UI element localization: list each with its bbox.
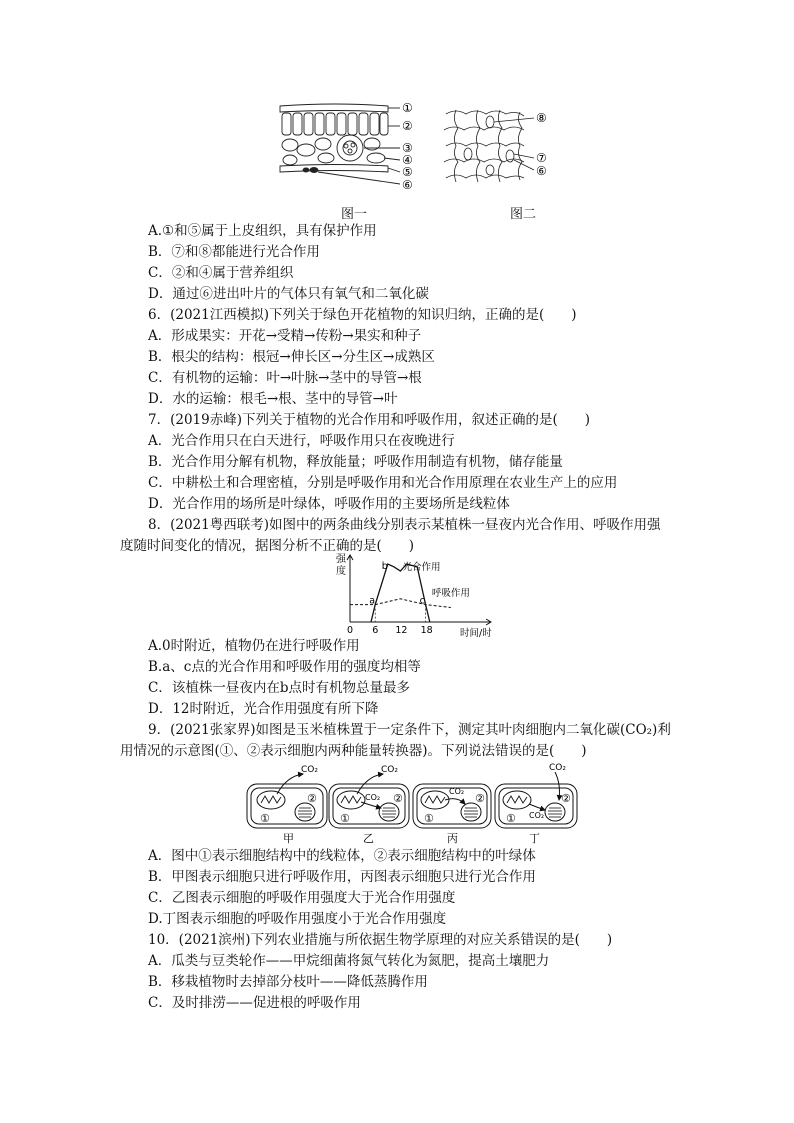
- epi-label-7: ⑦: [536, 151, 547, 165]
- point-label-a: a: [369, 595, 376, 607]
- q7-stem: 7．(2019赤峰)下列关于植物的光合作用和呼吸作用，叙述正确的是( ): [148, 412, 591, 428]
- leaf-epidermis-figure: [440, 104, 552, 190]
- q8-option-d: D．12时附近，光合作用强度有所下降: [148, 701, 379, 717]
- q8-option-b: B.a、c点的光合作用和呼吸作用的强度均相等: [148, 659, 421, 675]
- leaf-label-5: ⑤: [402, 165, 413, 179]
- panel3-co2: CO₂: [449, 787, 465, 796]
- epi-label-8: ⑧: [536, 111, 547, 125]
- leaf-cross-section-figure: [276, 100, 416, 192]
- chart-ylabel-part: 强: [336, 554, 346, 565]
- chart-ylabel-part-2: 度: [336, 566, 346, 577]
- q10-option-a: A．瓜类与豆类轮作——甲烷细菌将氮气转化为氮肥，提高土壤肥力: [148, 953, 550, 969]
- q9-option-c: C．乙图表示细胞的呼吸作用强度大于光合作用强度: [148, 890, 456, 906]
- panel4-n1: ①: [506, 812, 516, 825]
- q8-stem-line-2: 度随时间变化的情况，据图分析不正确的是( ): [120, 538, 415, 554]
- photosynthesis-respiration-chart: [330, 552, 500, 640]
- leaf-label-6: ⑥: [402, 178, 413, 192]
- q7-option-c: C．中耕松土和合理密植，分别是呼吸作用和光合作用原理在农业生产上的应用: [148, 475, 618, 491]
- q6-option-a: A．形成果实：开花→受精→传粉→果实和种子: [148, 328, 422, 344]
- leaf-label-3: ③: [402, 141, 413, 155]
- panel-label-yi: 乙: [363, 832, 374, 844]
- q5-option-b: B．⑦和⑧都能进行光合作用: [148, 244, 320, 260]
- x-tick-label: 18: [420, 625, 433, 636]
- chart-xlabel: 时间/时: [460, 628, 492, 639]
- panel2-co2-top: CO₂: [381, 765, 398, 775]
- leaf-label-1: ①: [402, 101, 413, 115]
- q9-stem-line-1: 9．(2021张家界)如图是玉米植株置于一定条件下，测定其叶肉细胞内二氧化碳(CO₂)利: [148, 722, 671, 738]
- x-tick-label: 0: [347, 625, 354, 636]
- panel-label-ding: 丁: [529, 832, 540, 844]
- point-label-b: b: [381, 560, 388, 572]
- x-tick-label: 12: [395, 625, 408, 636]
- panel2-co2-mid: CO₂: [365, 793, 381, 802]
- q6-option-d: D．水的运输：根毛→根、茎中的导管→叶: [148, 391, 398, 407]
- panel4-n2: ②: [561, 792, 571, 805]
- panel1-n2: ②: [307, 792, 317, 805]
- panel3-n1: ①: [424, 812, 434, 825]
- q10-option-b: B．移栽植物时去掉部分枝叶——降低蒸腾作用: [148, 974, 428, 990]
- series-label-photosynthesis: 光合作用: [402, 561, 441, 573]
- cell-co2-diagram: [243, 760, 583, 844]
- panel4-co2-mid: CO₂: [529, 811, 545, 820]
- q9-option-d: D.丁图表示细胞的呼吸作用强度小于光合作用强度: [148, 911, 447, 927]
- q6-option-b: B．根尖的结构：根冠→伸长区→分生区→成熟区: [148, 349, 435, 365]
- q10-stem: 10．(2021滨州)下列农业措施与所依据生物学原理的对应关系错误的是( ): [148, 932, 613, 948]
- panel2-n2: ②: [393, 792, 403, 805]
- q7-option-a: A．光合作用只在白天进行，呼吸作用只在夜晚进行: [148, 433, 455, 449]
- panel2-n1: ①: [340, 812, 350, 825]
- series-label-respiration: 呼吸作用: [431, 587, 470, 599]
- epi-label-6: ⑥: [536, 164, 547, 178]
- q5-option-a: A.①和⑤属于上皮组织，具有保护作用: [148, 223, 377, 239]
- leaf-label-4: ④: [402, 153, 413, 167]
- q8-option-c: C．该植株一昼夜内在b点时有机物总量最多: [148, 680, 410, 696]
- figure-1-caption: 图一: [341, 207, 368, 222]
- panel-label-jia: 甲: [283, 832, 294, 844]
- q6-stem: 6．(2021江西模拟)下列关于绿色开花植物的知识归纳，正确的是( ): [148, 307, 577, 323]
- point-label-c: c: [419, 595, 425, 607]
- leaf-label-2: ②: [402, 119, 413, 133]
- series-line-respiration: [350, 599, 451, 608]
- panel1-co2: CO₂: [301, 765, 318, 775]
- q5-option-d: D．通过⑥进出叶片的气体只有氧气和二氧化碳: [148, 286, 429, 302]
- q9-option-b: B．甲图表示细胞只进行呼吸作用，丙图表示细胞只进行光合作用: [148, 869, 536, 885]
- q8-option-a: A.0时附近，植物仍在进行呼吸作用: [148, 638, 360, 654]
- panel3-n2: ②: [475, 792, 485, 805]
- figure-2-caption: 图二: [510, 207, 537, 222]
- q7-option-b: B．光合作用分解有机物，释放能量；呼吸作用制造有机物，储存能量: [148, 454, 563, 470]
- panel-label-bing: 丙: [447, 832, 458, 844]
- x-tick-label: 6: [372, 625, 379, 636]
- q5-option-c: C．②和④属于营养组织: [148, 265, 294, 281]
- q9-stem-line-2: 用情况的示意图(①、②表示细胞内两种能量转换器)。下列说法错误的是( ): [120, 743, 587, 759]
- panel1-n1: ①: [260, 812, 270, 825]
- panel4-co2-top: CO₂: [549, 763, 566, 773]
- q8-stem-line-1: 8．(2021粤西联考)如图中的两条曲线分别表示某植株一昼夜内光合作用、呼吸作用强: [148, 517, 661, 533]
- q10-option-c: C．及时排涝——促进根的呼吸作用: [148, 995, 361, 1011]
- q9-option-a: A．图中①表示细胞结构中的线粒体，②表示细胞结构中的叶绿体: [148, 848, 536, 864]
- q7-option-d: D．光合作用的场所是叶绿体，呼吸作用的主要场所是线粒体: [148, 496, 510, 512]
- q6-option-c: C．有机物的运输：叶→叶脉→茎中的导管→根: [148, 370, 422, 386]
